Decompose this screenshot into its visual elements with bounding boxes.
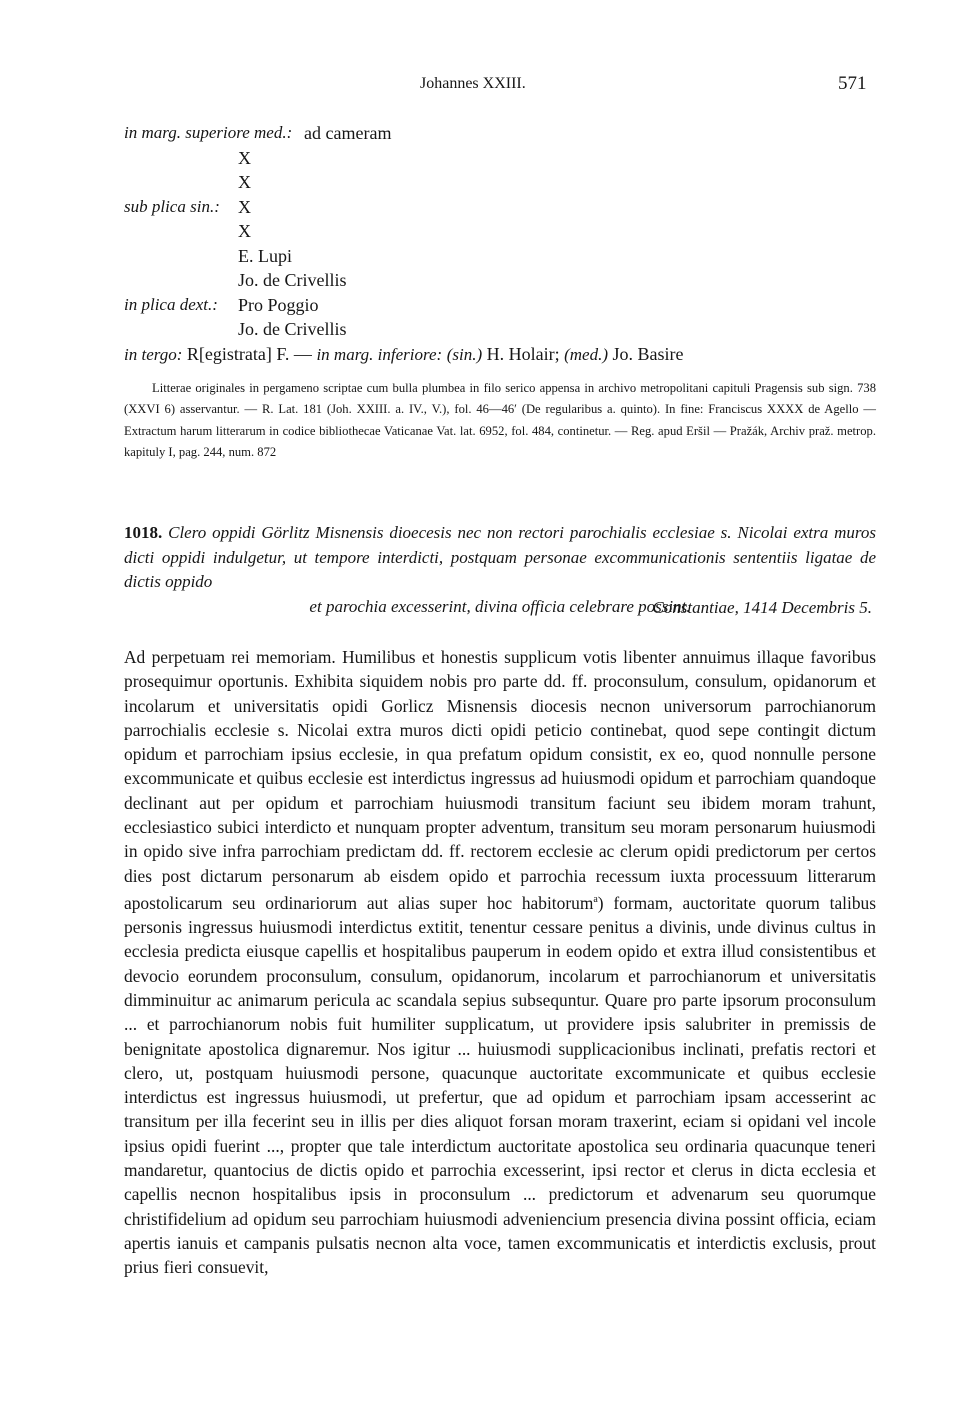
note-x: X	[238, 147, 251, 168]
document-body	[124, 645, 876, 1280]
note-signature-poggio: Pro Poggio	[238, 294, 319, 315]
note-signature-lupi: E. Lupi	[238, 245, 292, 266]
critical-apparatus: Litterae originales in pergameno scriptae cum bulla plumbea in filo serico appensa in archivo metropolitani capituli Pragensis sub sign. 738 (XXVI 6) asservantur. — R. Lat. 181 (Joh. XXIII. a. IV., V.), fol. 46—46′ (De regularibus a. quinto). In fine: Franciscus XXXX de Agello — Extractum harum litterarum in codice bibliothecae Vaticanae Vat. lat. 6952, fol. 484, continetur. — Reg. apud Eršil — Pražák, Archiv praž. metrop. kapituly I, pag. 244, num. 872	[124, 381, 876, 459]
running-title: Johannes XXIII.	[420, 75, 526, 92]
note-signature-crivellis: Jo. de Crivellis	[238, 270, 347, 290]
document-summary	[124, 521, 876, 595]
note-x: X	[238, 172, 251, 192]
note-signature-crivellis: Jo. de Crivellis	[238, 319, 347, 339]
note-signature-basire: Jo. Basire	[612, 343, 684, 364]
body-text-part1: Ad perpetuam rei memoriam. Humilibus et honestis supplicum votis libenter annuimus illaque favoribus prosequimur oportunis. Exhibita siquidem nobis pro parte dd. ff. proconsulum, consulum, opidanorum et incolarum et universitatis opidi Gorlicz Misnensis diocesis necnon universorum parrochianorum parrochialis ecclesie s. Nicolai extra muros dicti opidi peticio continebat, quod sepe contingit dictum opidum et parrochiam ipsius ecclesie, in qua prefatum opidum consistit, ex eo, quod nonnulle persone excommunicate et quibus ecclesie est interdictus ingressus ad huiusmodi opidum et parrochiam quandoque declinant aut per opidum et parrochiam huiusmodi transitum faciunt seu ibidem moram trahunt, ecclesiastico subici interdicto et nunquam propter adventum, transitum seu moram personarum huiusmodi in opido sive infra parrochiam predictam dd. ff. rectorem ecclesie ac clerum opidi predictorum per certos dies post dictarum personarum ab eisdem opido et parrochia recessum iuxta processuum litterarum apostolicarum seu ordinariorum aut alias super hoc habitorum	[124, 647, 876, 913]
note-tergo-line	[124, 342, 684, 368]
document-number: 1018.	[124, 523, 163, 542]
note-signature-holair: H. Holair;	[486, 343, 560, 364]
document-summary-text: Clero oppidi Görlitz Misnensis dioecesis nec non rectori parochialis ecclesiae s. Nicolai extra muros dicti oppidi indulgetur, ut tempore interdicti, postquam personae excommunicationis sententiis ligatae de dictis oppido	[124, 523, 877, 591]
note-label-sin: (sin.)	[446, 344, 483, 364]
note-label-marg-inferior: in marg. inferiore:	[316, 344, 443, 364]
place-and-date: Constantiae, 1414 Decembris 5.	[652, 598, 872, 617]
note-value-registrata: R[egistrata] F. —	[186, 343, 312, 364]
body-text-part2: ) formam, auctoritate quorum talibus personis ingressus huiusmodi interdictus extitit, tenentur cessare penitus a divinis, unde divinus cultus in ecclesia predicta eiusque capellis et hospitalibus pauperum in eodem opido et extra illud consistentibus et devocio eorundem proconsulum, consulum, opidanorum, incolarum et parrochianorum et universitatis dimminuitur ac animarum pericula ac scandala sepius subsequntur. Quare pro parte ipsorum proconsulum ... et parrochianorum nobis fuit humiliter supplicatum, ut providere ipsis salubriter in premissis de benignitate apostolica dignaremur. Nos igitur ... huiusmodi supplicacionibus inclinati, prefatis rectori et clero, ut, postquam huiusmodi persone, quacunque auctoritate excommunicate et quibus ecclesie interdictus est ingressus huiusmodi, ut prefertur, que ad opidum et parrochiam ipsam accesserint ac transitum per illa fecerint seu in illis per dies aliquot forsan moram traxerint, eciam si opidani vel incole ipsius opidi fuerint ..., propter que tale interdictum auctoritate apostolica seu ordinaria quacunque teneri mandaretur, quantocius de dictis opido et parrochia excesserint, ipsi rector et clerus in dicta ecclesia et capellis necnon hospitalibus ipsis in proconsulum ... predictorum et advenarum seu quorumque christifidelium ad opidum seu parrochiam huiusmodi adveniencium presencia divina possint officia, eciam apertis ianuis et campanis pulsatis necnon alta voce, tamen excommunicatis et interdictis exclusis, prout prius fieri consuevit,	[124, 892, 876, 1278]
footnote-mark: a	[593, 893, 598, 905]
note-x: X	[238, 196, 251, 217]
note-value-camera: ad cameram	[304, 123, 392, 143]
document-summary-last-line: et parochia excesserint, divina officia celebrare possint.	[309, 596, 691, 616]
note-x: X	[238, 221, 251, 241]
note-label-plica-dext: in plica dext.:	[124, 294, 218, 314]
note-label-marg-superior: in marg. superiore med.:	[124, 123, 293, 142]
note-label-plica-sin: sub plica sin.:	[124, 196, 220, 216]
note-label-tergo: in tergo:	[124, 344, 183, 364]
page-number: 571	[838, 73, 867, 94]
note-label-med: (med.)	[564, 344, 609, 364]
